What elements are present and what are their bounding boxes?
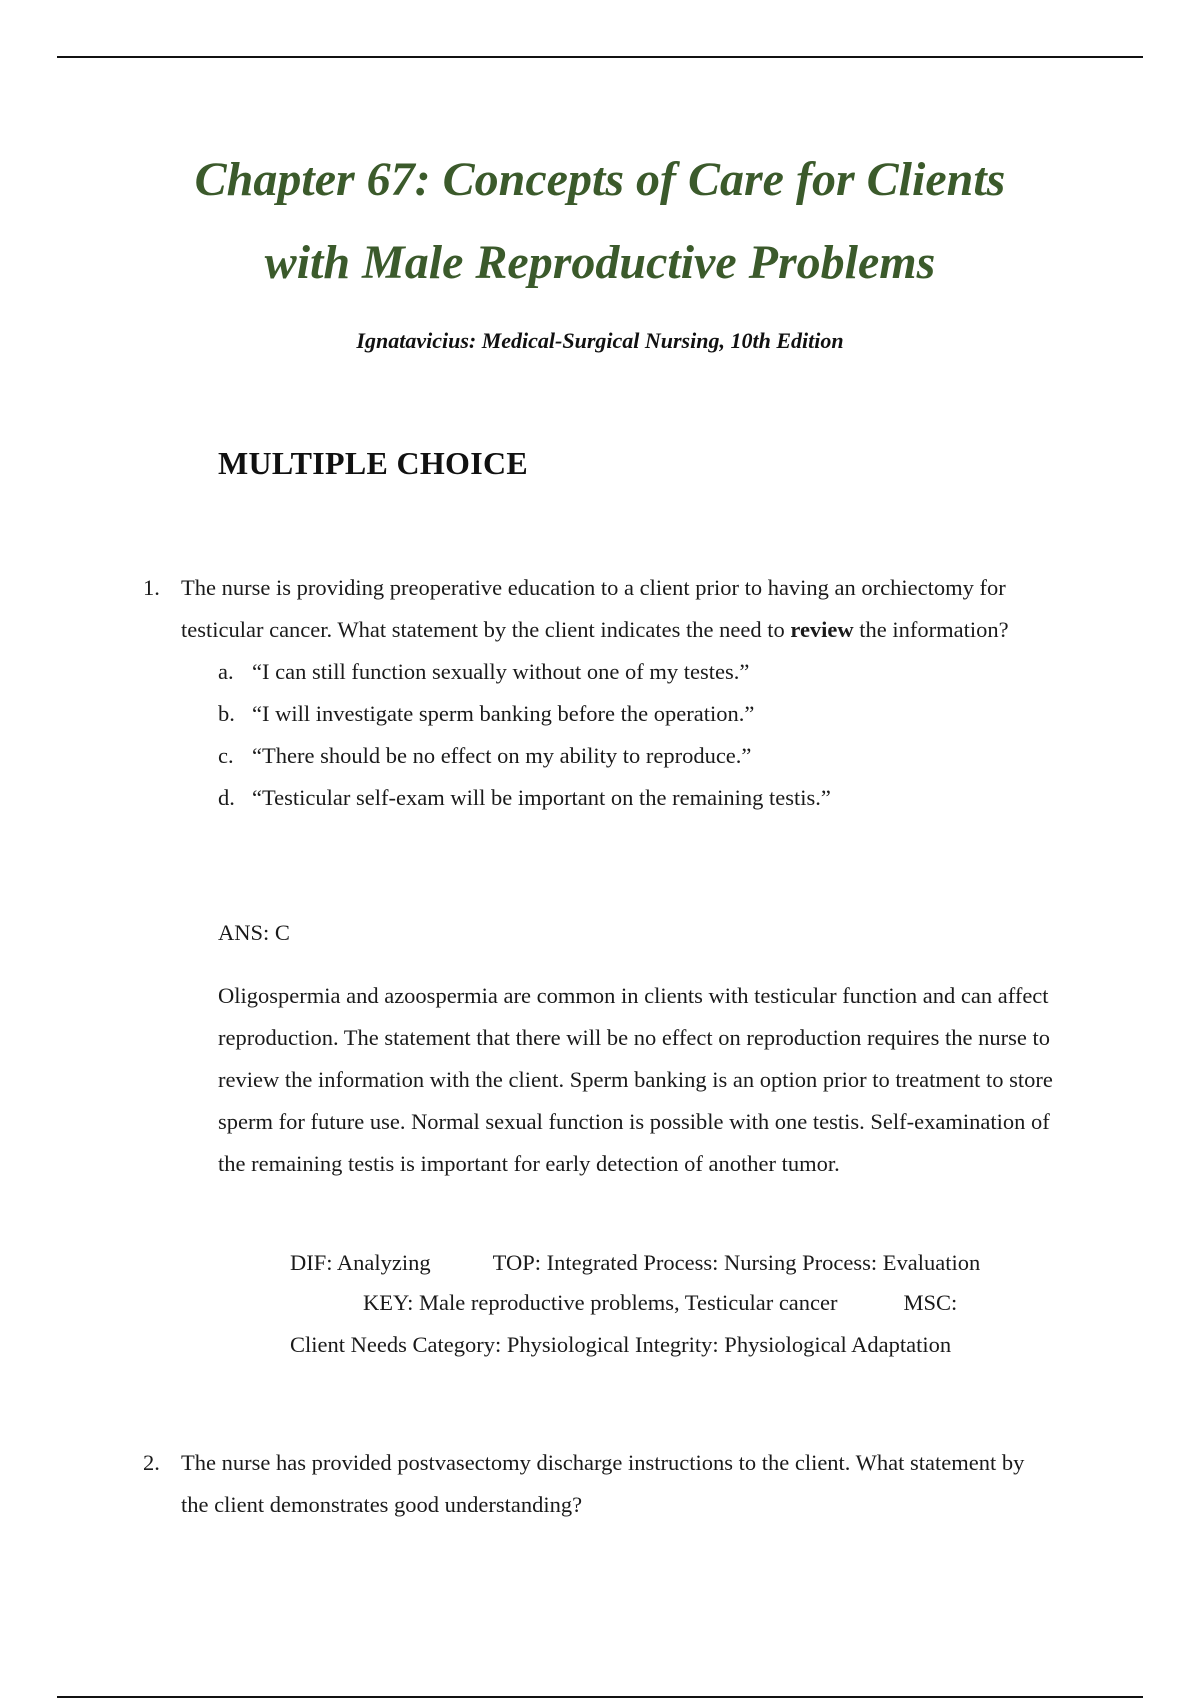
chapter-title-line-1: Chapter 67: Concepts of Care for Clients	[194, 153, 1006, 206]
option-letter: b.	[218, 701, 235, 726]
metadata-line-2	[363, 1290, 957, 1316]
metadata-line-1	[290, 1250, 980, 1276]
question-stem-text: The nurse is providing preoperative education to a client prior to having an orchiectomy for testicular cancer. What statement by the client indicates the need to	[181, 575, 1006, 642]
msc-label: MSC:	[903, 1290, 958, 1315]
option-letter: d.	[218, 785, 235, 810]
book-subtitle: Ignatavicius: Medical-Surgical Nursing, 10th Edition	[356, 328, 844, 353]
topic-label: TOP: Integrated Process: Nursing Process: Evaluation	[492, 1250, 981, 1275]
question-number: 2.	[143, 1450, 160, 1475]
question-1	[143, 567, 1063, 819]
option-text: “There should be no effect on my ability to reproduce.”	[252, 743, 752, 768]
question-stem-emphasis: review	[790, 617, 854, 642]
option-b	[218, 693, 1063, 735]
option-letter: a.	[218, 659, 234, 684]
question-stem	[181, 567, 1041, 651]
chapter-title-line-2: with Male Reproductive Problems	[264, 236, 936, 289]
difficulty-label: DIF: Analyzing	[290, 1250, 431, 1275]
answer-options	[143, 651, 1063, 819]
option-text: “I will investigate sperm banking before the operation.”	[252, 701, 755, 726]
option-c	[218, 735, 1063, 777]
question-stem-end: the information?	[853, 617, 1009, 642]
question-number: 1.	[143, 575, 160, 600]
client-needs-category: Client Needs Category: Physiological Integrity: Physiological Adaptation	[290, 1332, 952, 1357]
option-text: “I can still function sexually without one of my testes.”	[252, 659, 750, 684]
option-text: “Testicular self-exam will be important on the remaining testis.”	[252, 785, 831, 810]
section-heading: MULTIPLE CHOICE	[218, 445, 529, 481]
chapter-title	[100, 138, 1100, 304]
option-d	[218, 777, 1063, 819]
option-a	[218, 651, 1063, 693]
answer-key: ANS: C	[218, 920, 290, 945]
key-label: KEY: Male reproductive problems, Testicular cancer	[363, 1290, 838, 1315]
answer-rationale: Oligospermia and azoospermia are common in clients with testicular function and can affect reproduction. The statement that there will be no effect on reproduction requires the nurse to review the information with the client. Sperm banking is an option prior to treatment to store sperm for future use. Normal sexual function is possible with one testis. Self-examination of the remaining testis is important for early detection of another tumor.	[218, 983, 1053, 1176]
option-letter: c.	[218, 743, 234, 768]
top-rule	[57, 56, 1143, 58]
question-2	[143, 1442, 1063, 1526]
question-stem: The nurse has provided postvasectomy discharge instructions to the client. What statement by the client demonstrates good understanding?	[181, 1450, 1025, 1517]
bottom-rule	[57, 1696, 1143, 1698]
